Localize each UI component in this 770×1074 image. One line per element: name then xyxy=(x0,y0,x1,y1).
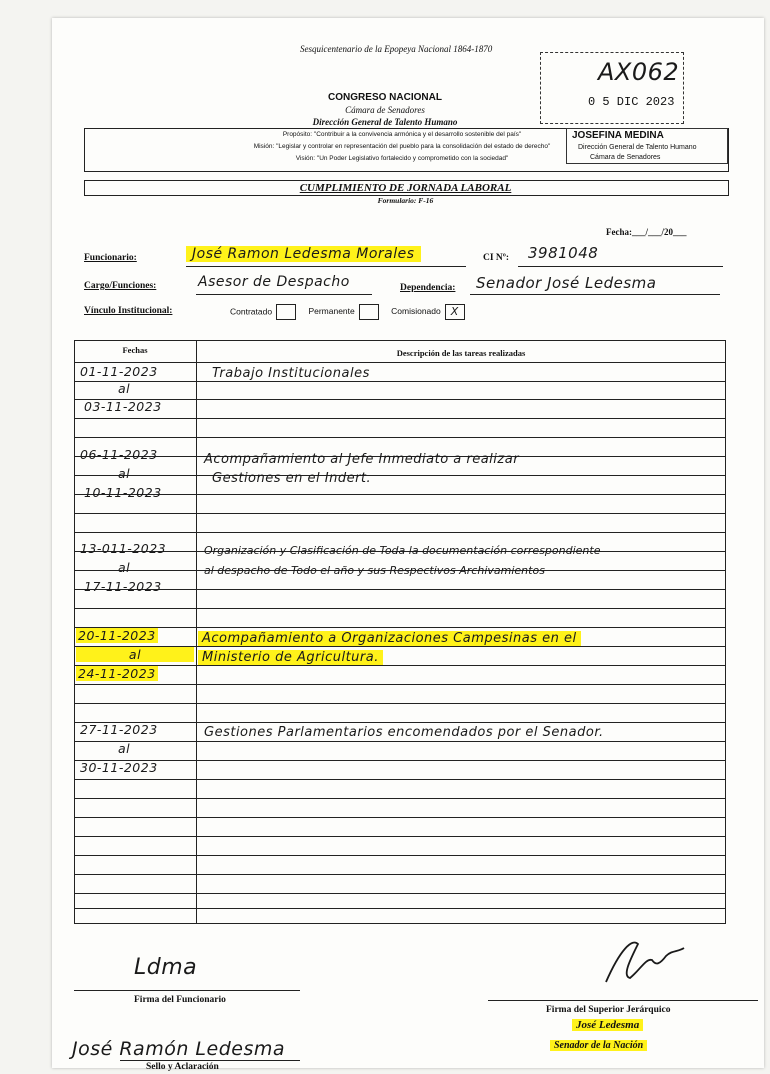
dependencia-underline xyxy=(470,294,720,295)
contratado-checkbox[interactable] xyxy=(276,304,296,320)
funcionario-sign-label: Firma del Funcionario xyxy=(134,995,226,1005)
table-rule xyxy=(74,418,726,419)
proposito-text: Propósito: "Contribuir a la convivencia armónica y el desarrollo sostenible del país" xyxy=(282,131,522,138)
table-rule xyxy=(74,665,726,666)
col-header-fechas: Fechas xyxy=(122,345,148,355)
entry-3-desc-line1: Organización y Clasificación de Toda la documentación correspondiente xyxy=(204,544,601,557)
superior-sign-line xyxy=(488,1000,758,1001)
aclaracion-label: Sello y Aclaración xyxy=(146,1062,219,1072)
table-rule xyxy=(74,381,726,382)
entry-3-al: al xyxy=(118,560,131,575)
entry-3-to: 17-11-2023 xyxy=(84,579,162,594)
table-rule xyxy=(74,513,726,514)
entry-4-from: 20-11-2023 xyxy=(78,628,156,643)
table-rule xyxy=(74,608,726,609)
table-rule xyxy=(74,893,726,894)
entry-1-al: al xyxy=(118,381,131,396)
table-rule xyxy=(74,817,726,818)
superior-title: Senador de la Nación xyxy=(550,1040,647,1051)
form-title: CUMPLIMIENTO DE JORNADA LABORAL xyxy=(299,182,512,194)
entry-5-desc-line1: Gestiones Parlamentarios encomendados por el Senador. xyxy=(204,725,604,740)
table-rule xyxy=(74,532,726,533)
stamp-receiver-dept: Dirección General de Talento Humano xyxy=(578,144,697,151)
stamp-receiver-chamber: Cámara de Senadores xyxy=(590,154,661,161)
table-rule xyxy=(74,684,726,685)
dependencia-value: Senador José Ledesma xyxy=(476,274,657,292)
ci-label: CI Nº: xyxy=(483,253,510,263)
mision-text: Misión: "Legislar y controlar en representación del pueblo para la consolidación del estado de derecho" xyxy=(253,143,551,150)
table-rule xyxy=(74,798,726,799)
table-rule xyxy=(74,722,726,723)
cargo-value: Asesor de Despacho xyxy=(198,274,350,290)
aclaracion-line xyxy=(120,1060,300,1061)
vinculo-options xyxy=(230,304,469,320)
fecha-field: Fecha:___/___/20___ xyxy=(606,227,687,237)
entry-4-desc-line2: Ministerio de Agricultura. xyxy=(198,650,383,665)
permanente-label: Permanente xyxy=(308,306,355,317)
form-code: Formulario: F-16 xyxy=(377,196,434,205)
permanente-checkbox[interactable] xyxy=(359,304,379,320)
superior-sign-label: Firma del Superior Jerárquico xyxy=(546,1005,671,1015)
entry-1-to: 03-11-2023 xyxy=(84,399,162,414)
table-rule xyxy=(74,908,726,909)
entry-1-from: 01-11-2023 xyxy=(80,364,158,379)
aclaracion-value: José Ramón Ledesma xyxy=(72,1038,285,1060)
table-rule xyxy=(74,627,726,628)
entry-5-from: 27-11-2023 xyxy=(80,722,158,737)
col-header-descripcion: Descripción de las tareas realizadas xyxy=(396,348,526,358)
funcionario-sign-line xyxy=(74,990,300,991)
table-rule xyxy=(74,399,726,400)
cargo-underline xyxy=(196,294,372,295)
stamp-receiver-name: JOSEFINA MEDINA xyxy=(572,130,664,141)
table-rule xyxy=(74,589,726,590)
table-rule xyxy=(74,874,726,875)
entry-2-from: 06-11-2023 xyxy=(80,447,158,462)
superior-name: José Ledesma xyxy=(572,1019,643,1031)
entry-2-desc-line1: Acompañamiento al Jefe Inmediato a realizar xyxy=(204,452,520,467)
table-rule xyxy=(74,760,726,761)
table-rule xyxy=(74,836,726,837)
contratado-label: Contratado xyxy=(230,306,273,317)
table-rule xyxy=(74,779,726,780)
entry-5-al: al xyxy=(118,741,131,756)
stamp-date: 0 5 DIC 2023 xyxy=(588,95,675,109)
vision-text: Visión: "Un Poder Legislativo fortalecido y comprometido con la sociedad" xyxy=(295,155,509,162)
table-rule xyxy=(74,362,726,363)
motto: Sesquicentenario de la Epopeya Nacional 1864-1870 xyxy=(300,44,493,54)
entry-3-desc-line2: al despacho de Todo el año y sus Respectivos Archivamientos xyxy=(204,564,545,577)
entry-5-to: 30-11-2023 xyxy=(80,760,158,775)
entry-4-desc-line1: Acompañamiento a Organizaciones Campesinas en el xyxy=(198,631,581,646)
table-rule xyxy=(74,437,726,438)
entry-2-al: al xyxy=(118,466,131,481)
cargo-label: Cargo/Funciones: xyxy=(84,281,157,291)
funcionario-label: Funcionario: xyxy=(84,253,137,263)
entry-3-from: 13-011-2023 xyxy=(80,541,167,556)
ci-underline xyxy=(518,266,723,267)
entry-2-to: 10-11-2023 xyxy=(84,485,162,500)
comisionado-label: Comisionado xyxy=(391,306,441,317)
funcionario-underline xyxy=(186,266,466,267)
dependencia-label: Dependencia: xyxy=(400,283,456,293)
entry-4-al: al xyxy=(76,647,194,662)
comisionado-checkbox[interactable]: X xyxy=(445,304,465,320)
chamber-name: Cámara de Senadores xyxy=(345,105,425,115)
table-rule xyxy=(74,855,726,856)
department-name: Dirección General de Talento Humano xyxy=(312,117,458,127)
funcionario-value: José Ramon Ledesma Morales xyxy=(186,246,421,262)
entry-4-to: 24-11-2023 xyxy=(78,666,156,681)
table-rule xyxy=(74,494,726,495)
org-name: CONGRESO NACIONAL xyxy=(328,92,442,103)
vinculo-label: Vínculo Institucional: xyxy=(84,306,173,316)
funcionario-signature: Ldma xyxy=(134,955,198,980)
table-rule xyxy=(74,475,726,476)
stamp-number: AX062 xyxy=(598,58,680,86)
entry-2-desc-line2: Gestiones en el Indert. xyxy=(212,471,372,486)
table-rule xyxy=(74,703,726,704)
ci-value: 3981048 xyxy=(528,244,599,262)
table-rule xyxy=(74,741,726,742)
superior-signature xyxy=(600,930,690,990)
entry-1-desc-line1: Trabajo Institucionales xyxy=(212,366,370,381)
